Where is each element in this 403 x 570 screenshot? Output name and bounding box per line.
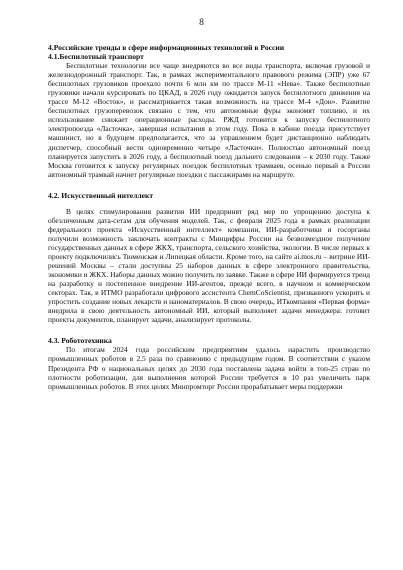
paragraph: По итогам 2024 года российским предприятиям удалось нарастить производство промышленных роботов в 2,5 раза по сравнению с предыдущим годом. В соответствии с указом Президента РФ о национальных целях до 2030 года поставлена задача войти в топ-25 стран по плотности роботизации, для выполнения которой России требуется в 10 раз увеличить парк промышленных роботов. В этих целях Минпромторг России прорабатывает меры поддержки bbox=[48, 345, 370, 391]
subsection-title: 4.3. Робототехника bbox=[48, 336, 112, 346]
subsection-title: 4.1.Беспилотный транспорт bbox=[48, 52, 144, 62]
paragraph: Беспилотные технологии все чаще внедряются во все виды транспорта, включая грузовой и железнодорожный транспорт. Так, в рамках экспериментального правового режима (ЭПР) уже 67 беспилотных грузовиков проехало почти 6 млн км по трассе М-11 «Нева». Также беспилотные грузовики начали курсировать по ЦКАД, в 2026 году ожидается запуск беспилотного движения на трассе М-12 «Восток», и рассматривается такая возможность на трассе М-4 «Дон». Развитие беспилотных грузоперевозок связано с тем, что автономные фуры экономят топливо, и их использование снижает операционные расходы. РЖД готовится к запуску беспилотного электропоезда «Ласточка», завершая испытания в этом году. Пока в кабине поезда присутствует машинист, но в будущем предполагается, что за управлением будет дистанционно наблюдать диспетчер, способный вести одновременно четыре «Ласточки». Полностью автономный поезд планируется запустить в 2026 году, а беспилотный поезд дальнего следования – к 2030 году. Также Москва готовится к запуску регулярных поездок беспилотных трамваев, осенью первый в России автономный трамвай начнет регулярные поездки с пассажирами на маршруте. bbox=[48, 61, 370, 179]
document-body bbox=[48, 43, 370, 391]
subsection-title: 4.2. Искусственный интеллект bbox=[48, 190, 154, 200]
section-title: 4.Российские тренды в сфере информационных технологий в России bbox=[48, 43, 285, 52]
page-number: 8 bbox=[199, 18, 204, 28]
paragraph: В целях стимулирования развития ИИ предпринят ряд мер по упрощению доступа к обезличенным дата-сетам для обучения моделей. Так, с февраля 2025 года в рамках реализации федерального проекта «Искусственный интеллект» компании, ИИ-разработчики и госорганы получили возможность заключать контракты с Минцифры России на безвозмездное получение государственных данных в сфере ЖКХ, транспорта, сельского хозяйства, экологии. В числе первых к проекту подключились Тюменская и Липецкая области. Кроме того, на сайте ai.mos.ru – витрине ИИ-решений Москвы – стали доступны 25 наборов данных в сфере электронного правительства, экономики и ЖКХ. Наборы данных можно получить по заявке. Также в сфере ИИ формируется тренд на разработку и постепенное внедрение ИИ-агентов, прежде всего, в научном и коммерческом секторах. Так, в ИТМО разработали цифрового ассистента ChemCoScientist, призванного ускорить и упростить создание новых лекарств и наноматериалов. В свою очередь, ИТкомпания «Первая форма» внедрила в свою деятельность автономный ИИ, который выполняет задачи менеджера: готовит проекты документов, планирует задачи, анализирует протоколы. bbox=[48, 206, 370, 325]
